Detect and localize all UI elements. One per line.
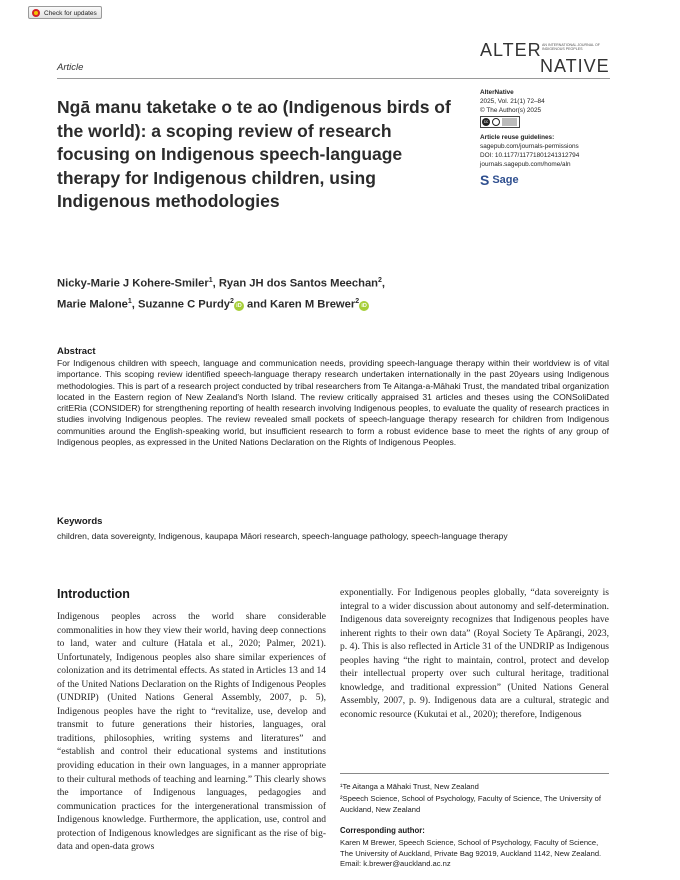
corresponding-author-heading: Corresponding author:	[340, 826, 425, 835]
reuse-link[interactable]: sagepub.com/journals-permissions	[480, 143, 579, 150]
author-name: Karen M Brewer	[270, 298, 356, 311]
author-name: Marie Malone	[57, 298, 128, 311]
orcid-icon[interactable]: iD	[234, 301, 244, 311]
keywords-heading: Keywords	[57, 516, 103, 527]
corresponding-author-address: Karen M Brewer, Speech Science, School of Psychology, Faculty of Science, The University of Auckland, Private Bag 92019, Auckland 1142, New Zealand.	[340, 838, 602, 858]
author-name: Nicky-Marie J Kohere-Smiler	[57, 277, 209, 290]
sage-logo	[480, 173, 620, 187]
author-list	[57, 272, 487, 313]
logo-word-alter: ALTER	[480, 40, 542, 60]
journal-name: AlterNative	[480, 89, 514, 96]
affiliation-marker: 2	[355, 297, 360, 305]
cc-by-nc-license-icon[interactable]: cc	[480, 116, 520, 128]
logo-subtitle: AN INTERNATIONAL JOURNAL OF INDIGENOUS PEOPLES	[542, 43, 600, 51]
doi-link[interactable]: DOI: 10.1177/11771801241312794	[480, 152, 580, 159]
affiliation-marker: 1	[127, 297, 132, 305]
abstract-text: For Indigenous children with speech, language and communication needs, providing speech-language therapy within their worldview is of vital importance. This scoping review identified speech-language therapy research undertaken internationally in the past 20years using Indigenous methodologies. This is part of a research project conducted by tribal researchers from Te Aitanga-a-Māhaki Trust, the mandated tribal organization located in the Eastern region of New Zealand's North Island. The review critically appraised 31 articles and theses using the CONSoliDated critERia (CONSIDER) for strengthening reporting of health research involving Indigenous peoples, to evaluate the quality of research practices in studies involving Indigenous peoples. The review revealed small pockets of speech-language therapy research for children from Indigenous communities around the English-speaking world, but insufficient research to form a robust evidence base to meet the rights of any group of Indigenous peoples, as expressed in the United Nations Declaration on the Rights of Indigenous Peoples.	[57, 358, 609, 448]
footnote-affiliation-1: ¹Te Aitanga a Māhaki Trust, New Zealand	[340, 782, 479, 791]
keywords-text: children, data sovereignty, Indigenous, kaupapa Māori research, speech-language pathology, speech-language therapy	[57, 531, 508, 541]
author-separator: ,	[131, 298, 138, 311]
check-for-updates-label: Check for updates	[44, 10, 97, 17]
footnote-divider	[340, 773, 609, 774]
article-title: Ngā manu taketake o te ao (Indigenous birds of the world): a scoping review of research focusing on Indigenous speech-language therapy for Indigenous children, using Indigenous methodologies	[57, 97, 451, 211]
author-separator: ,	[381, 277, 386, 290]
author-separator: ,	[212, 277, 219, 290]
header-divider	[57, 78, 610, 79]
author-separator: and	[243, 298, 271, 311]
footnote-affiliation-2: ²Speech Science, School of Psychology, Faculty of Science, The University of Auckland, New Zealand	[340, 794, 601, 814]
logo-word-native: NATIVE	[540, 56, 610, 76]
article-metadata	[480, 88, 620, 187]
affiliation-marker: 2	[378, 277, 382, 284]
publisher-name: Sage	[492, 173, 519, 186]
copyright: © The Author(s) 2025	[480, 107, 542, 114]
corresponding-author-email[interactable]: Email: k.brewer@auckland.ac.nz	[340, 859, 451, 868]
corresponding-author-details	[340, 838, 609, 870]
body-text-left-column: Indigenous peoples across the world share considerable commonalities in how they view their world, having deep connections to land, water and culture (Hatala et al., 2020; Palmer, 2021). Unfortunately, Indigenous peoples also share similar experiences of colonization and its detrimental effects. As stated in Articles 13 and 14 of the United Nations Declaration on the Rights of Indigenous Peoples (UNDRIP) (United Nations General Assembly, 2007, p. 5), Indigenous peoples have the right to “revitalize, use, develop and transmit to future generations their histories, languages, oral traditions, philosophies, writing systems and literatures” and “establish and control their educational systems and institutions providing education in their own languages, in a manner appropriate to their cultural methods of teaching and learning.” This clearly shows the importance of Indigenous languages, pedagogies and communication practices for the intergenerational transmission of Indigenous knowledge. Furthermore, the application, use, control and protection of Indigenous knowledges are significant as the rise of big-data and open-data grows	[57, 612, 326, 853]
abstract-heading: Abstract	[57, 346, 96, 357]
journal-logo	[480, 40, 610, 76]
volume-info: 2025, Vol. 21(1) 72–84	[480, 98, 545, 105]
article-type-label: Article	[57, 62, 84, 73]
check-for-updates-badge[interactable]	[28, 6, 102, 19]
author-name: Suzanne C Purdy	[138, 298, 231, 311]
journal-link[interactable]: journals.sagepub.com/home/aln	[480, 161, 571, 168]
sage-s-icon: S	[480, 172, 490, 188]
author-name: Ryan JH dos Santos Meechan	[218, 277, 378, 290]
body-text-right-column: exponentially. For Indigenous peoples globally, “data sovereignty is integral to a wider discussion about autonomy and self-determination. Indigenous data sovereignty recognizes that Indigenous peoples have inherent rights to their own data” (Royal Society Te Apārangi, 2023, p. 4). This is also reflected in Article 31 of the UNDRIP as Indigenous peoples having “the right to maintain, control, protect and develop their intellectual property over such cultural heritage, traditional knowledge, and traditional expression” (United Nations General Assembly, 2007, p. 9). Indigenous data are a cultural, strategic and economic resource (Kukutai et al., 2020); therefore, Indigenous	[340, 588, 609, 720]
introduction-heading: Introduction	[57, 587, 130, 601]
reuse-label: Article reuse guidelines:	[480, 134, 555, 141]
affiliation-marker: 2	[230, 297, 234, 305]
orcid-icon[interactable]: iD	[359, 301, 369, 311]
affiliation-marker: 1	[208, 277, 213, 284]
crossmark-icon	[32, 9, 40, 17]
